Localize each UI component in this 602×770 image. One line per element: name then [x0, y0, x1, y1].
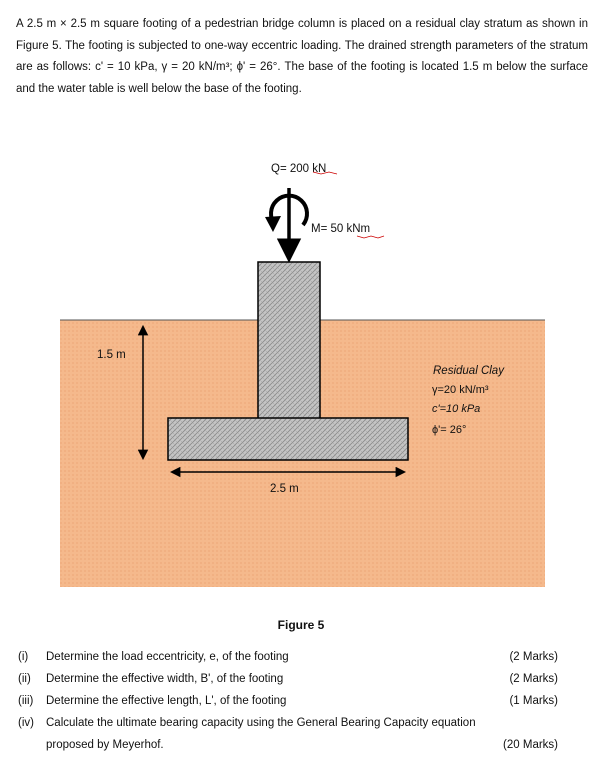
- question-item: [18, 712, 588, 756]
- question-number: (ii): [18, 673, 31, 685]
- width-label: 2.5 m: [270, 483, 299, 495]
- question-number: (i): [18, 651, 29, 663]
- question-marks: (2 Marks): [509, 651, 558, 663]
- question-number: (iii): [18, 695, 34, 707]
- load-label: Q= 200 kN: [271, 163, 327, 175]
- question-item: [18, 668, 588, 690]
- depth-label: 1.5 m: [97, 349, 126, 361]
- problem-statement: A 2.5 m × 2.5 m square footing of a pedestrian bridge column is placed on a residual clay stratum as shown in Figure 5. The footing is subjected to one-way eccentric loading. The drained strength parameters of the stratum are as follows: c' = 10 kPa, γ = 20 kN/m³; ϕ' = 26°. The base of the footing is located 1.5 m below the surface and the water table is well below the base of the footing.: [16, 18, 588, 95]
- soil-phi: ϕ'= 26°: [432, 424, 467, 436]
- question-text: Determine the effective width, B', of the footing: [46, 673, 284, 685]
- soil-gamma: γ=20 kN/m³: [432, 384, 489, 396]
- question-list: [18, 646, 588, 756]
- footing-diagram: [0, 150, 602, 620]
- soil-cohesion: c'=10 kPa: [432, 403, 481, 415]
- footing-base: [168, 418, 408, 460]
- question-item: [18, 690, 588, 712]
- figure-caption: Figure 5: [277, 618, 325, 632]
- footing-figure: [0, 150, 602, 620]
- soil-name: Residual Clay: [433, 365, 504, 377]
- moment-label: M= 50 kNm: [311, 223, 371, 235]
- question-text: Determine the load eccentricity, e, of the footing: [46, 651, 289, 663]
- question-marks: (2 Marks): [509, 673, 558, 685]
- question-text: Determine the effective length, L', of the footing: [46, 695, 287, 707]
- column: [258, 262, 320, 420]
- question-text: Calculate the ultimate bearing capacity using the General Bearing Capacity equation proposed by Meyerhof.: [46, 717, 476, 751]
- question-number: (iv): [18, 717, 34, 729]
- spell-underline-moment: [357, 236, 384, 238]
- question-item: [18, 646, 588, 668]
- question-marks: (1 Marks): [509, 695, 558, 707]
- question-marks: (20 Marks): [503, 739, 558, 751]
- moment-arrowhead: [265, 216, 281, 232]
